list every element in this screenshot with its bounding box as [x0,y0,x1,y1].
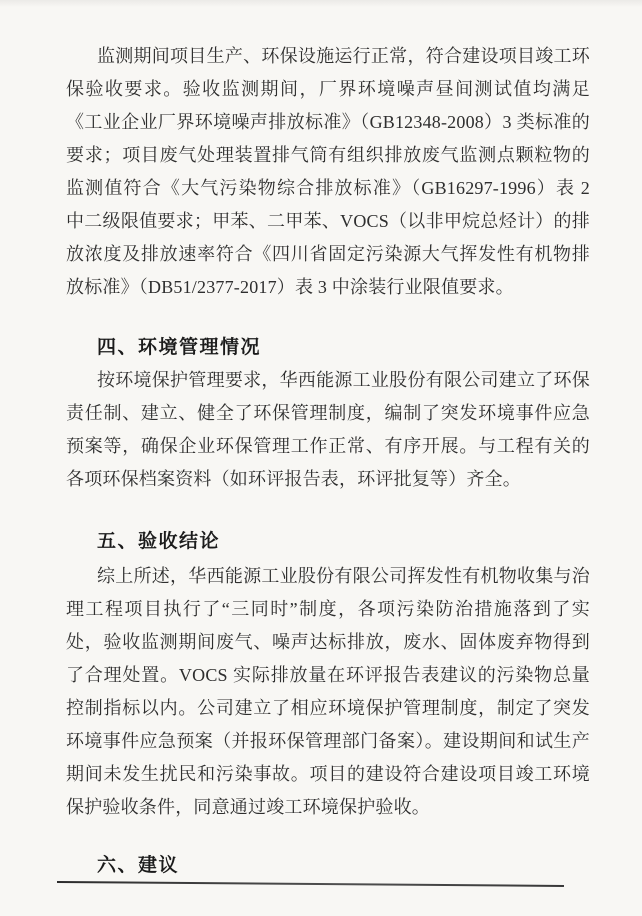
paragraph-acceptance-conclusion: 综上所述，华西能源工业股份有限公司挥发性有机物收集与治理工程项目执行了“三同时”制度，各项污染防治措施落到了实处，验收监测期间废气、噪声达标排放，废水、固体废弃物得到了合理处置。VOCS 实际排放量在环评报告表建议的污染物总量控制指标以内。公司建立了相应环境保护管理制度，制定了突发环境事件应急预案（并报环保管理部门备案）。建设期间和试生产期间未发生扰民和污染事故。项目的建设符合建设项目竣工环境保护验收条件，同意通过竣工环境保护验收。 [66,566,590,817]
paragraph-monitoring-results: 监测期间项目生产、环保设施运行正常，符合建设项目竣工环保验收要求。验收监测期间，厂界环境噪声昼间测试值均满足《工业企业厂界环境噪声排放标准》（GB12348-2008）3 类标准的要求；项目废气处理装置排气筒有组织排放废气监测点颗粒物的监测值符合《大气污染物综合排放标准》（GB16297-1996）表 2 中二级限值要求；甲苯、二甲苯、VOCS（以非甲烷总烃计）的排放浓度及排放速率符合《四川省固定污染源大气挥发性有机物排放标准》（DB51/2377-2017）表 3 中涂装行业限值要求。 [66,46,590,297]
section-heading-suggestions: 六、建议 [97,855,180,876]
section-heading-acceptance-conclusion: 五、验收结论 [97,531,221,552]
section-heading-environment-management: 四、环境管理情况 [97,337,262,358]
paragraph-environment-management: 按环境保护管理要求，华西能源工业股份有限公司建立了环保责任制、建立、健全了环保管理制度，编制了突发环境事件应急预案等，确保企业环保管理工作正常、有序开展。与工程有关的各项环保档案资料（如环评报告表，环评批复等）齐全。 [66,370,590,489]
